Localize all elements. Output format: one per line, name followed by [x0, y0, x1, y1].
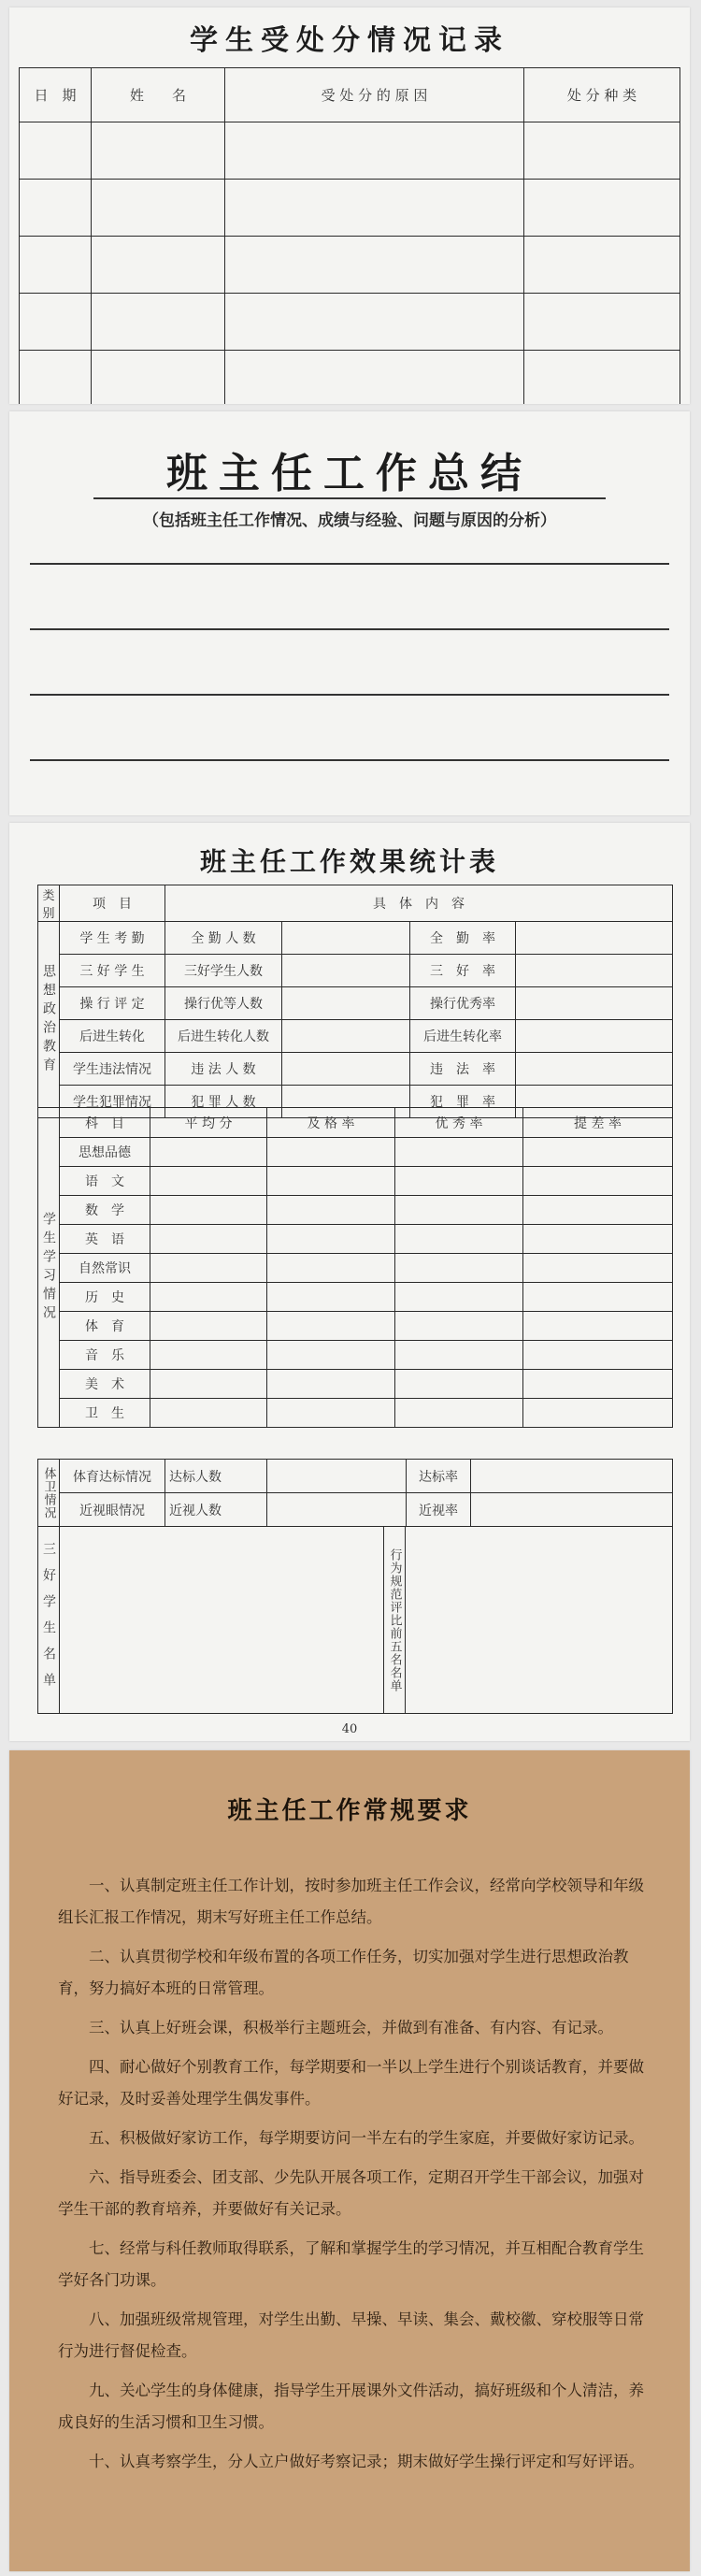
- page-number: 40: [341, 1722, 358, 1736]
- writing-line: [30, 694, 669, 696]
- col-improve-rate: 提 差 率: [523, 1108, 673, 1138]
- field-label: 全 勤 人 数: [165, 922, 282, 955]
- requirement-item: 四、耐心做好个别教育工作，每学期要和一半以上学生进行个别谈话教育，并要做好记录，及时妥善处理学生偶发事件。: [58, 2058, 644, 2108]
- title-underline: [93, 497, 606, 499]
- section-label-health: 体卫情况: [38, 1460, 60, 1527]
- table-row: [38, 1138, 673, 1167]
- requirement-item: 三、认真上好班会课，积极举行主题班会，并做到有准备、有内容、有记录。: [89, 2019, 613, 2036]
- subject-label: 美 术: [60, 1370, 150, 1399]
- subject-label: 语 文: [60, 1167, 150, 1196]
- work-summary-panel: [9, 411, 690, 815]
- item-label: 操 行 评 定: [60, 987, 165, 1020]
- col-pass-rate: 及 格 率: [267, 1108, 395, 1138]
- requirement-item: 六、指导班委会、团支部、少先队开展各项工作，定期召开学生干部会议，加强对学生干部的教育培养，并要做好有关记录。: [58, 2168, 644, 2218]
- col-subject: 科 目: [60, 1108, 150, 1138]
- field-label: 后进生转化人数: [165, 1020, 282, 1053]
- rate-label: 全 勤 率: [410, 922, 516, 955]
- subject-label: 数 学: [60, 1196, 150, 1225]
- table-row: [20, 237, 680, 294]
- stats-table-section4: [37, 1526, 673, 1714]
- table-row: [20, 122, 680, 180]
- table-row: [38, 1370, 673, 1399]
- header-content: 具 体 内 容: [165, 885, 673, 922]
- col-average: 平 均 分: [150, 1108, 267, 1138]
- behavior-top5-label: 行为规范评比前五名名单: [384, 1527, 406, 1714]
- section-label-study: 学生学习情况: [38, 1108, 60, 1428]
- item-label: 近视眼情况: [60, 1493, 165, 1527]
- stats-table-section1: [37, 885, 673, 1118]
- table-row: [38, 1312, 673, 1341]
- col-date: 日 期: [20, 68, 92, 122]
- rate-label: 后进生转化率: [410, 1020, 516, 1053]
- table-row: [38, 1196, 673, 1225]
- stats-table-section3: [37, 1459, 673, 1527]
- rate-label: 违 法 率: [410, 1053, 516, 1086]
- table-row: [20, 180, 680, 237]
- rate-label: 达标率: [407, 1460, 471, 1493]
- subject-label: 英 语: [60, 1225, 150, 1254]
- header-item: 项 目: [60, 885, 165, 922]
- col-name: 姓 名: [92, 68, 225, 122]
- subject-label: 自然常识: [60, 1254, 150, 1283]
- requirement-item: 五、积极做好家访工作，每学期要访问一半左右的学生家庭，并要做好家访记录。: [89, 2129, 644, 2147]
- work-summary-subtitle: （包括班主任工作情况、成绩与经验、问题与原因的分析）: [143, 511, 556, 530]
- field-label: 近视人数: [165, 1493, 267, 1527]
- table-row: [20, 351, 680, 405]
- table-row: [38, 1283, 673, 1312]
- subject-label: 历 史: [60, 1283, 150, 1312]
- section-label-moral: 思想政治教育: [38, 922, 60, 1118]
- subject-label: 音 乐: [60, 1341, 150, 1370]
- header-category: 类别: [38, 885, 60, 922]
- work-summary-title: 班主任工作总结: [166, 450, 533, 497]
- table-row: [38, 1167, 673, 1196]
- item-label: 学生犯罪情况: [60, 1086, 165, 1118]
- table-row: [38, 1225, 673, 1254]
- field-label: 操行优等人数: [165, 987, 282, 1020]
- requirement-item: 十、认真考察学生，分人立户做好考察记录；期末做好学生操行评定和写好评语。: [89, 2453, 644, 2470]
- table-row: [20, 294, 680, 351]
- stats-table-section2: [37, 1107, 673, 1428]
- rate-label: 近视率: [407, 1493, 471, 1527]
- item-label: 三 好 学 生: [60, 955, 165, 987]
- routine-requirements-title: 班主任工作常规要求: [227, 1797, 472, 1825]
- requirements-list: [58, 1870, 645, 2485]
- requirement-item: 八、加强班级常规管理，对学生出勤、早操、早读、集会、戴校徽、穿校服等日常行为进行督促检查。: [58, 2310, 644, 2360]
- discipline-record-title: 学生受处分情况记录: [190, 24, 509, 57]
- routine-requirements-panel: [9, 1750, 690, 2571]
- col-reason: 受 处 分 的 原 因: [225, 68, 524, 122]
- rate-label: 犯 罪 率: [410, 1086, 516, 1118]
- subject-label: 卫 生: [60, 1399, 150, 1428]
- item-label: 学 生 考 勤: [60, 922, 165, 955]
- section-label-merit-list: 三好学生名单: [38, 1527, 60, 1714]
- rate-label: 操行优秀率: [410, 987, 516, 1020]
- table-row: [38, 1341, 673, 1370]
- writing-line: [30, 628, 669, 630]
- discipline-record-table: [19, 67, 680, 404]
- item-label: 后进生转化: [60, 1020, 165, 1053]
- subject-label: 思想品德: [60, 1138, 150, 1167]
- subject-label: 体 育: [60, 1312, 150, 1341]
- table-row: [38, 1254, 673, 1283]
- field-label: 三好学生人数: [165, 955, 282, 987]
- field-label: 达标人数: [165, 1460, 267, 1493]
- discipline-record-panel: [9, 7, 690, 404]
- effect-stats-panel: [9, 823, 690, 1741]
- item-label: 体育达标情况: [60, 1460, 165, 1493]
- table-row: [38, 1399, 673, 1428]
- rate-label: 三 好 率: [410, 955, 516, 987]
- requirement-item: 一、认真制定班主任工作计划，按时参加班主任工作会议，经常向学校领导和年级组长汇报工作情况，期末写好班主任工作总结。: [58, 1877, 644, 1926]
- col-excellent-rate: 优 秀 率: [395, 1108, 523, 1138]
- requirement-item: 九、关心学生的身体健康，指导学生开展课外文件活动，搞好班级和个人清洁，养成良好的生活习惯和卫生习惯。: [58, 2382, 644, 2431]
- field-label: 犯 罪 人 数: [165, 1086, 282, 1118]
- item-label: 学生违法情况: [60, 1053, 165, 1086]
- writing-line: [30, 563, 669, 565]
- field-label: 违 法 人 数: [165, 1053, 282, 1086]
- requirement-item: 二、认真贯彻学校和年级布置的各项工作任务，切实加强对学生进行思想政治教育，努力搞好本班的日常管理。: [58, 1948, 629, 1997]
- requirement-item: 七、经常与科任教师取得联系，了解和掌握学生的学习情况，并互相配合教育学生学好各门功课。: [58, 2239, 644, 2289]
- effect-stats-title: 班主任工作效果统计表: [199, 846, 499, 877]
- writing-line: [30, 759, 669, 761]
- col-type: 处 分 种 类: [524, 68, 680, 122]
